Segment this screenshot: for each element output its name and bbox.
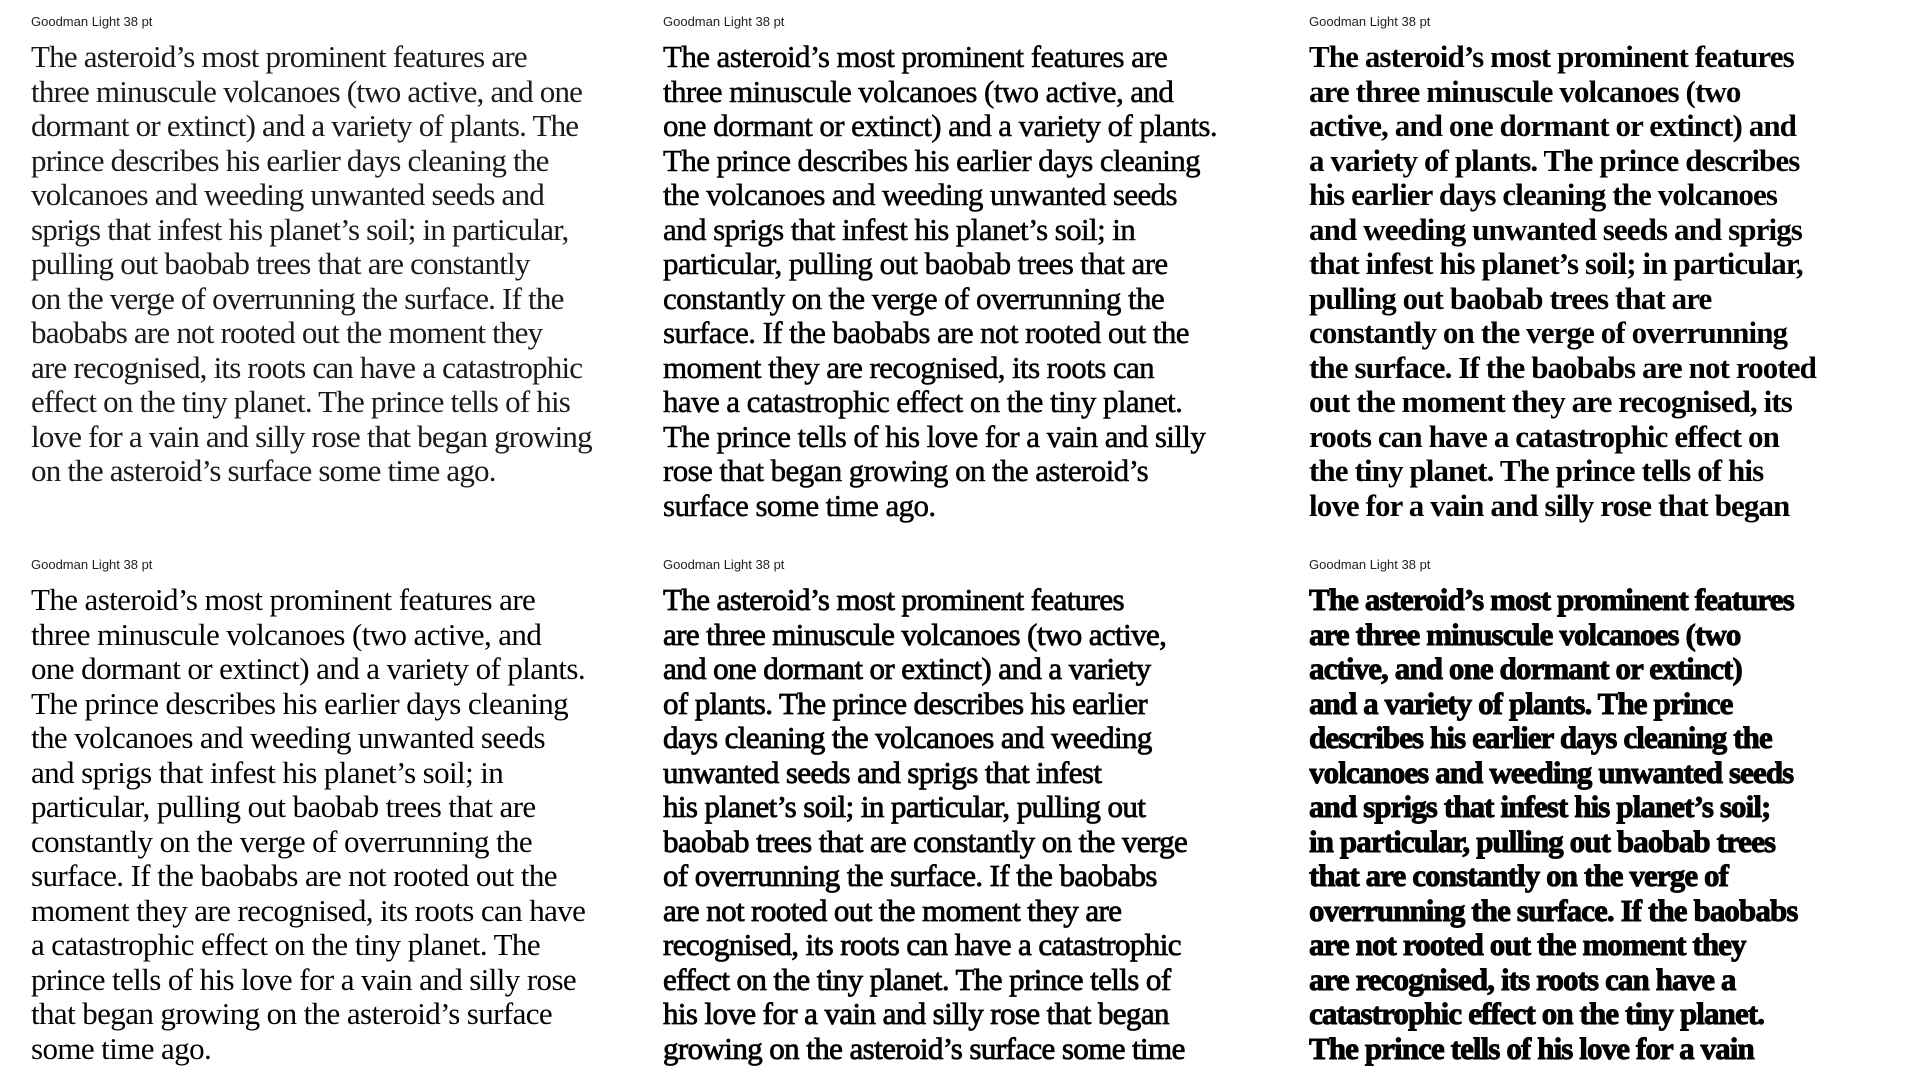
text-line: The asteroid’s most prominent features are	[663, 39, 1168, 74]
text-line: are three minuscule volcanoes (two	[1309, 616, 1741, 652]
text-line: The asteroid’s most prominent features	[663, 582, 1125, 617]
specimen-text	[31, 40, 643, 489]
text-line: volcanoes and weeding unwanted seeds and	[31, 177, 544, 212]
text-line: are recognised, its roots can have a	[1309, 961, 1736, 997]
text-line: love for a vain and silly rose that began	[1309, 487, 1790, 523]
text-line: on the verge of overrunning the surface. If the	[31, 280, 564, 316]
text-line: and sprigs that infest his planet’s soil; in	[31, 754, 504, 790]
text-line: moment they are recognised, its roots can	[663, 349, 1155, 385]
text-line: one dormant or extinct) and a variety of plants.	[663, 108, 1217, 143]
text-line: The asteroid’s most prominent features	[1309, 582, 1794, 617]
text-line: have a catastrophic effect on the tiny planet.	[663, 384, 1183, 419]
text-line: are not rooted out the moment they	[1309, 927, 1746, 962]
text-line: The prince tells of his love for a vain and silly	[663, 418, 1206, 454]
text-line: and a variety of plants. The prince	[1309, 685, 1733, 721]
text-line: that infest his planet’s soil; in particular,	[1309, 246, 1803, 281]
text-line: particular, pulling out baobab trees that are	[31, 789, 536, 824]
specimen-book	[31, 557, 643, 1077]
text-line: recognised, its roots can have a catastrophic	[663, 927, 1181, 962]
text-line: the volcanoes and weeding unwanted seeds	[31, 720, 546, 755]
text-line: love for a vain and silly rose that began growing	[31, 418, 592, 454]
text-line: of plants. The prince describes his earlier	[663, 685, 1148, 721]
text-line: a catastrophic effect on the tiny planet. The	[31, 927, 540, 962]
text-line: The prince describes his earlier days cleaning	[663, 142, 1201, 178]
text-line: are three minuscule volcanoes (two active,	[663, 616, 1167, 652]
text-line: prince describes his earlier days cleaning the	[31, 142, 549, 178]
specimen-text	[31, 583, 643, 1066]
text-line: catastrophic effect on the tiny planet.	[1309, 996, 1765, 1031]
text-line: one dormant or extinct) and a variety of plants.	[31, 651, 585, 686]
text-line: dormant or extinct) and a variety of plants. The	[31, 108, 579, 143]
specimen-bold	[1309, 14, 1919, 534]
text-line: the volcanoes and weeding unwanted seeds	[663, 177, 1178, 212]
text-line: three minuscule volcanoes (two active, and one	[31, 73, 583, 109]
text-line: three minuscule volcanoes (two active, and	[31, 616, 542, 652]
text-line: three minuscule volcanoes (two active, and	[663, 73, 1174, 109]
text-line: The asteroid’s most prominent features	[1309, 39, 1794, 74]
text-line: surface. If the baobabs are not rooted out the	[663, 315, 1189, 350]
text-line: baobab trees that are constantly on the verge	[663, 823, 1188, 859]
text-line: unwanted seeds and sprigs that infest	[663, 754, 1102, 790]
text-line: effect on the tiny planet. The prince tells of	[663, 961, 1171, 997]
text-line: The prince tells of his love for a vain	[1309, 1030, 1754, 1066]
text-line: the tiny planet. The prince tells of his	[1309, 453, 1764, 488]
text-line: particular, pulling out baobab trees that are	[663, 246, 1168, 281]
text-line: pulling out baobab trees that are constantly	[31, 246, 530, 281]
specimen-black	[1309, 557, 1919, 1077]
text-line: of overrunning the surface. If the baobabs	[663, 858, 1157, 893]
specimen-label: Goodman Light 38 pt	[1309, 557, 1431, 572]
text-line: and one dormant or extinct) and a variety	[663, 651, 1151, 686]
text-line: describes his earlier days cleaning the	[1309, 720, 1772, 755]
text-line: rose that began growing on the asteroid’s	[663, 453, 1149, 488]
text-line: surface. If the baobabs are not rooted out the	[31, 858, 557, 893]
text-line: overrunning the surface. If the baobabs	[1309, 892, 1798, 928]
specimen-label: Goodman Light 38 pt	[663, 557, 785, 572]
text-line: his love for a vain and silly rose that began	[663, 996, 1169, 1031]
specimen-text	[663, 40, 1289, 523]
text-line: out the moment they are recognised, its	[1309, 384, 1792, 419]
specimen-regular	[663, 14, 1289, 534]
text-line: his earlier days cleaning the volcanoes	[1309, 177, 1778, 212]
text-line: growing on the asteroid’s surface some time	[663, 1030, 1185, 1066]
text-line: sprigs that infest his planet’s soil; in particular,	[31, 211, 569, 247]
specimen-label: Goodman Light 38 pt	[31, 14, 153, 29]
text-line: constantly on the verge of overrunning	[1309, 315, 1788, 350]
text-line: and sprigs that infest his planet’s soil;	[1309, 789, 1771, 824]
text-line: surface some time ago.	[663, 487, 936, 523]
text-line: volcanoes and weeding unwanted seeds	[1309, 754, 1794, 790]
text-line: are not rooted out the moment they are	[663, 892, 1122, 928]
specimen-text	[1309, 583, 1919, 1066]
text-line: are recognised, its roots can have a catastrophic	[31, 349, 583, 385]
specimen-label: Goodman Light 38 pt	[1309, 14, 1431, 29]
specimen-label: Goodman Light 38 pt	[31, 557, 153, 572]
text-line: constantly on the verge of overrunning the	[663, 280, 1165, 316]
text-line: some time ago.	[31, 1030, 212, 1066]
specimen-text	[1309, 40, 1919, 523]
text-line: and weeding unwanted seeds and sprigs	[1309, 211, 1802, 247]
text-line: The asteroid’s most prominent features are	[31, 582, 536, 617]
text-line: constantly on the verge of overrunning the	[31, 823, 533, 859]
specimen-semibold	[663, 557, 1289, 1077]
text-line: his planet’s soil; in particular, pulling out	[663, 789, 1146, 824]
text-line: pulling out baobab trees that are	[1309, 280, 1712, 316]
text-line: are three minuscule volcanoes (two	[1309, 73, 1741, 109]
text-line: on the asteroid’s surface some time ago.	[31, 453, 496, 488]
text-line: effect on the tiny planet. The prince tells of his	[31, 384, 571, 419]
text-line: active, and one dormant or extinct) and	[1309, 108, 1796, 143]
text-line: baobabs are not rooted out the moment they	[31, 315, 543, 350]
text-line: prince tells of his love for a vain and silly rose	[31, 961, 577, 997]
text-line: The asteroid’s most prominent features are	[31, 39, 527, 74]
specimen-label: Goodman Light 38 pt	[663, 14, 785, 29]
specimen-text	[663, 583, 1289, 1066]
specimen-light	[31, 14, 643, 534]
text-line: in particular, pulling out baobab trees	[1309, 823, 1776, 859]
text-line: a variety of plants. The prince describes	[1309, 142, 1800, 178]
text-line: the surface. If the baobabs are not rooted	[1309, 349, 1816, 385]
text-line: and sprigs that infest his planet’s soil; in	[663, 211, 1136, 247]
text-line: roots can have a catastrophic effect on	[1309, 418, 1779, 454]
text-line: moment they are recognised, its roots can have	[31, 892, 586, 928]
text-line: active, and one dormant or extinct)	[1309, 651, 1742, 686]
text-line: that are constantly on the verge of	[1309, 858, 1729, 893]
text-line: that began growing on the asteroid’s surface	[31, 996, 553, 1031]
text-line: days cleaning the volcanoes and weeding	[663, 720, 1152, 755]
text-line: The prince describes his earlier days cleaning	[31, 685, 569, 721]
